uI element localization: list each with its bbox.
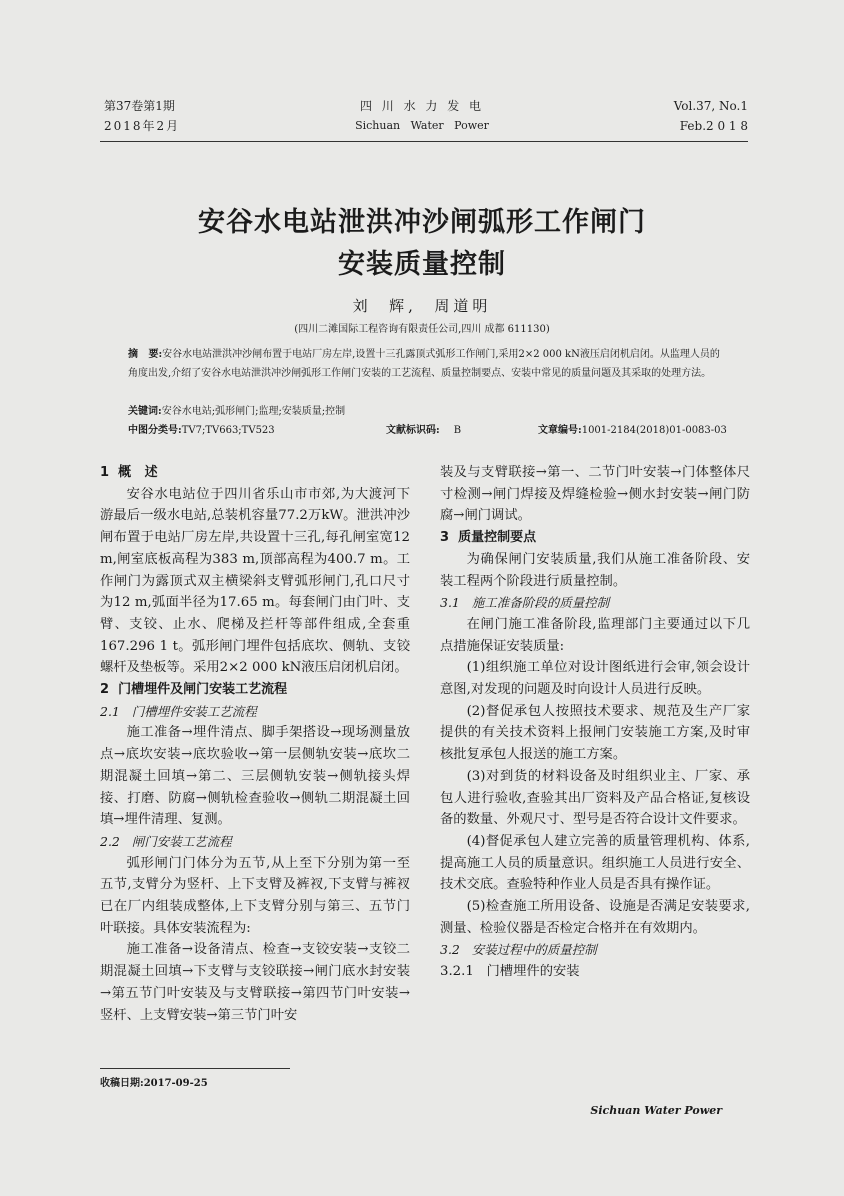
- affiliation: (四川二滩国际工程咨询有限责任公司,四川 成都 611130): [294, 324, 550, 335]
- section-3-2-heading: 3.2 安装过程中的质量控制: [440, 942, 597, 958]
- section-2-2-heading: 2.2 闸门安装工艺流程: [100, 833, 232, 849]
- date-en: Feb.2 0 1 8: [679, 119, 748, 133]
- keywords-text: 安谷水电站;弧形闸门;监理;安装质量;控制: [161, 406, 346, 417]
- journal-name-cn: 四 川 水 力 发 电: [359, 99, 485, 113]
- section-1-heading: 1 概 述: [100, 465, 158, 480]
- section-3-1-heading: 3.1 施工准备阶段的质量控制: [440, 595, 610, 611]
- flow-continuation: 装及与支臂联接→第一、二节门叶安装→门体整体尺寸检测→闸门焊接及焊缝检验→侧水封安装→闸门防腐→闸门调试。: [440, 465, 750, 524]
- journal-name-en: Sichuan Water Power: [355, 119, 489, 132]
- clc-value: TV7;TV663;TV523: [181, 425, 275, 436]
- article-number-value: 1001-2184(2018)01-0083-03: [581, 425, 727, 436]
- section-2-1-paragraph: 施工准备→埋件清点、脚手架搭设→现场测量放点→底坎安装→底坎验收→第一层侧轨安装→底坎二期混凝土回填→第二、三层侧轨安装→侧轨接头焊接、打磨、防腐→侧轨检查验收→侧轨二期混凝土回填→埋件清理、复测。: [100, 725, 410, 828]
- section-3-2-1-heading: 3.2.1 门槽埋件的安装: [440, 964, 580, 980]
- volume-issue-en: Vol.37, No.1: [673, 99, 748, 113]
- abstract-label: 摘 要:: [128, 349, 163, 360]
- abstract-text: 安谷水电站泄洪冲沙闸布置于电站厂房左岸,设置十三孔露顶式弧形工作闸门,采用2×2 000 kN液压启闭机启闭。从监理人员的角度出发,介绍了安谷水电站泄洪冲沙闸弧形工作闸门安装的工艺流程、质量控制要点、安装中常见的质量问题及其采取的处理方法。: [128, 349, 720, 379]
- section-3-1-paragraph: 在闸门施工准备阶段,监理部门主要通过以下几点措施保证安装质量:: [440, 616, 750, 654]
- list-item-4: (4)督促承包人建立完善的质量管理机构、体系,提高施工人员的质量意识。组织施工人员进行安全、技术交底。查验特种作业人员是否具有操作证。: [440, 833, 750, 893]
- keywords-label: 关键词:: [128, 406, 162, 417]
- section-2-2-paragraph: 弧形闸门门体分为五节,从上至下分别为第一至五节,支臂分为竖杆、上下支臂及裤衩,下支臂与裤衩已在厂内组装成整体,上下支臂分别与第三、五节门叶联接。具体安装流程为:: [100, 855, 410, 936]
- left-column: [100, 462, 410, 1026]
- list-item-1: (1)组织施工单位对设计图纸进行会审,领会设计意图,对发现的问题及时向设计人员进行反映。: [440, 660, 750, 698]
- volume-issue-cn: 第37卷第1期: [104, 99, 175, 113]
- authors: 刘 辉, 周道明: [352, 297, 492, 315]
- list-item-3: (3)对到货的材料设备及时组织业主、厂家、承包人进行验收,查验其出厂资料及产品合格证,复核设备的数量、外观尺寸、型号是否符合设计文件要求。: [440, 768, 750, 828]
- clc-label: 中图分类号:: [128, 425, 182, 436]
- article-number-label: 文章编号:: [538, 425, 582, 436]
- section-3-paragraph: 为确保闸门安装质量,我们从施工准备阶段、安装工程两个阶段进行质量控制。: [440, 551, 750, 589]
- right-column: [440, 462, 750, 983]
- list-item-5: (5)检查施工所用设备、设施是否满足安装要求,测量、检验仪器是否检定合格并在有效期内。: [440, 899, 750, 936]
- article-title-line1: 安谷水电站泄洪冲沙闸弧形工作闸门: [198, 207, 646, 238]
- section-2-heading: 2 门槽埋件及闸门安装工艺流程: [100, 682, 288, 698]
- section-3-heading: 3 质量控制要点: [440, 530, 537, 546]
- article-title-line2: 安装质量控制: [338, 249, 506, 280]
- abstract: [128, 345, 728, 383]
- received-date: 收稿日期:2017-09-25: [100, 1078, 208, 1089]
- section-2-1-heading: 2.1 门槽埋件安装工艺流程: [100, 703, 257, 719]
- list-item-2: (2)督促承包人按照技术要求、规范及生产厂家提供的有关技术资料上报闸门安装施工方案,及时审核批复承包人报送的施工方案。: [440, 703, 750, 763]
- doc-code-value: B: [453, 425, 462, 436]
- section-1-paragraph: 安谷水电站位于四川省乐山市市郊,为大渡河下游最后一级水电站,总装机容量77.2万kW。泄洪冲沙闸布置于电站厂房左岸,共设置十三孔,每孔闸室宽12 m,闸室底板高程为383 m,顶部高程为400.7 m。工作闸门为露顶式双主横梁斜支臂弧形闸门,孔口尺寸为12 m,弧面半径为17.65 m。每套闸门由门叶、支臂、支铰、止水、爬梯及拦杆等部件组成,全套重167.296 1 t。弧形闸门埋件包括底坎、侧轨、支铰螺杆及垫板等。采用2×2 000 kN液压启闭机启闭。: [100, 486, 410, 676]
- date-cn: 2018年2月: [104, 119, 181, 133]
- header-rule: [100, 141, 748, 142]
- footnote-rule: [100, 1068, 290, 1069]
- keywords: [128, 402, 728, 421]
- classification-line: [128, 421, 748, 440]
- section-2-2-flow: 施工准备→设备清点、检查→支铰安装→支铰二期混凝土回填→下支臂与支铰联接→闸门底水封安装→第五节门叶安装及与支臂联接→第四节门叶安装→竖杆、上支臂安装→第三节门叶安: [100, 942, 410, 1023]
- doc-code-label: 文献标识码:: [386, 425, 440, 436]
- footer-journal-name: Sichuan Water Power: [590, 1104, 722, 1117]
